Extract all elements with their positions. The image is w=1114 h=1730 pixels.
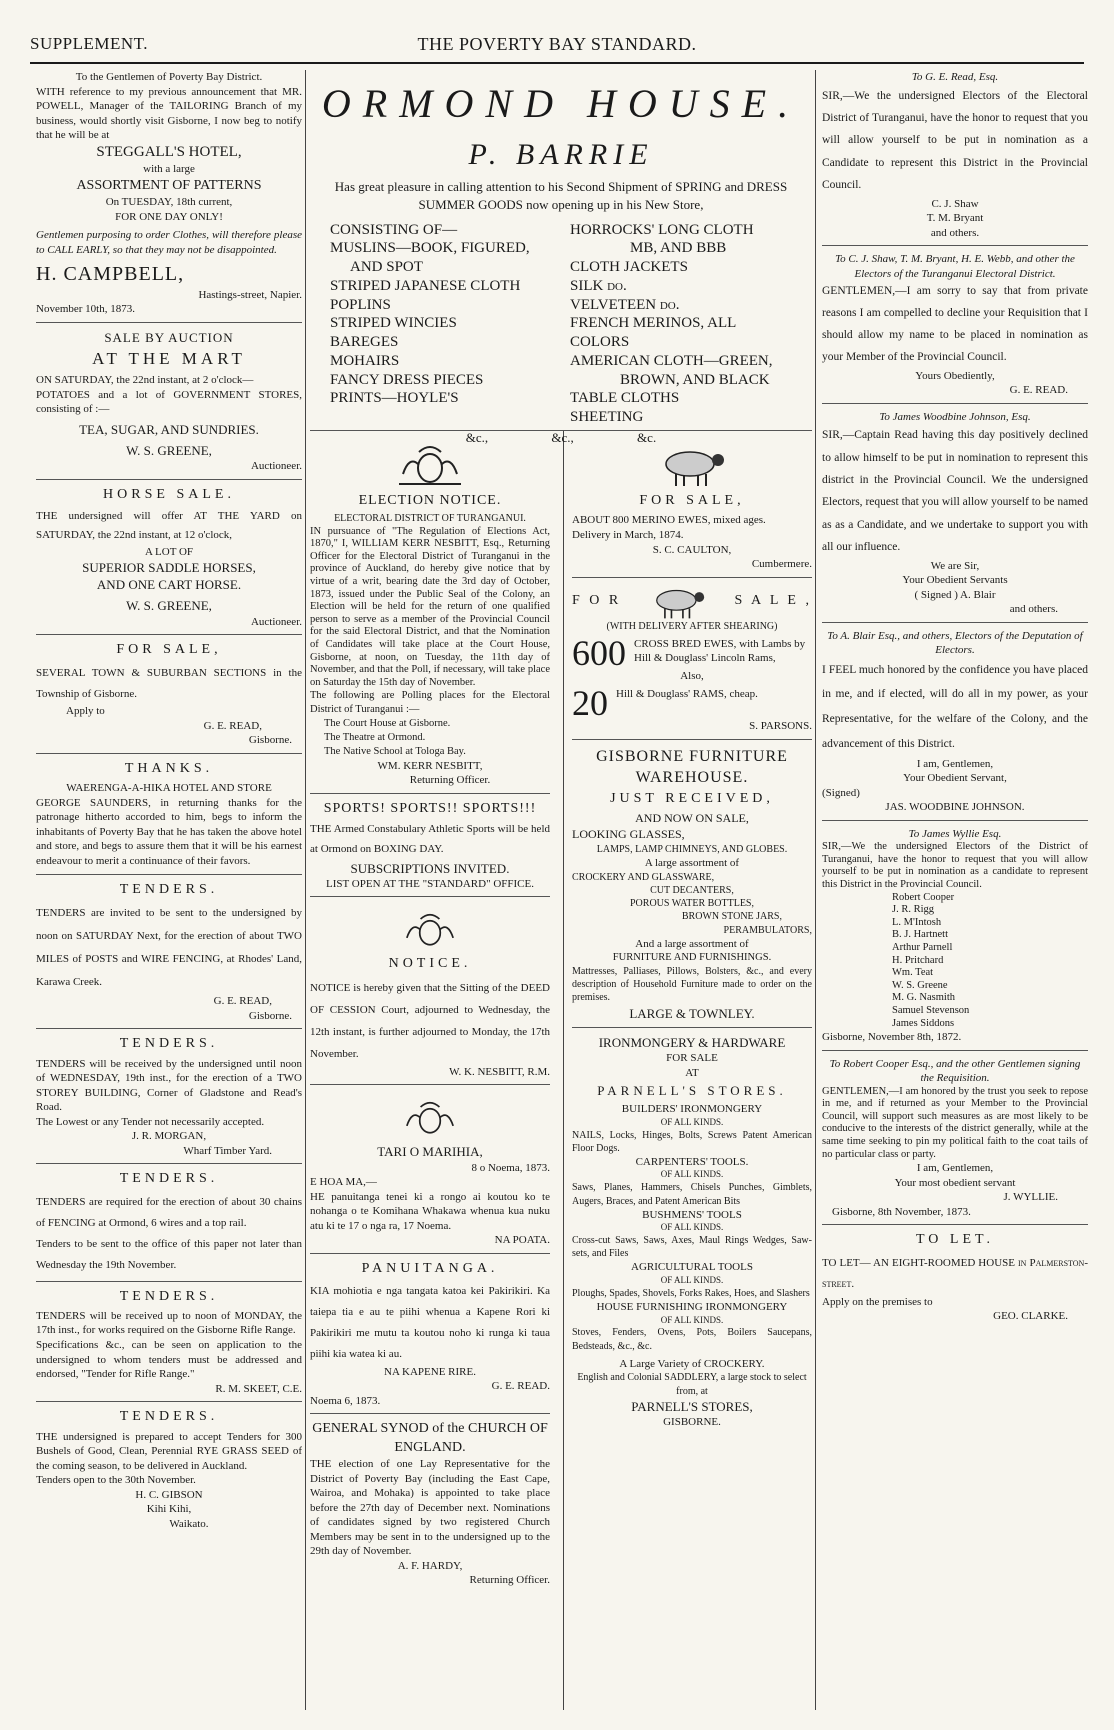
ad-text: I FEEL much honored by the confidence you have placed in me, and if elected, will do all in my power, as your Representative, for the welfare of the Colony, and the advancement of this District. (822, 663, 1088, 750)
ormond-item: FRENCH MERINOS, ALL COLORS (570, 315, 736, 351)
column-divider (305, 70, 306, 1710)
requisition-read (822, 70, 1088, 246)
ormond-item: FANCY DRESS PIECES (330, 371, 484, 388)
royal-arms-icon (400, 911, 460, 951)
ad-text: I am, Gentlemen, (916, 757, 994, 770)
ad-subheading: HOUSE FURNISHING IRONMONGERY (596, 1301, 788, 1314)
ad-heading: To James Woodbine Johnson, Esq. (879, 410, 1031, 423)
ad-text: STEGGALL'S HOTEL, (96, 143, 242, 160)
ad-subheading: AGRICULTURAL TOOLS (631, 1261, 753, 1274)
ad-text: ON SATURDAY, the 22nd instant, at 2 o'clock— (36, 374, 254, 387)
ad-heading: ELECTION NOTICE. (358, 493, 502, 508)
signatory: W. S. Greene (892, 979, 948, 991)
ad-text: OF ALL KINDS. (660, 1116, 724, 1127)
ad-signature: GEO. CLARKE. (993, 1310, 1068, 1323)
ormond-item: MB, AND BBB (630, 240, 727, 257)
ad-signature: R. M. SKEET, C.E. (215, 1382, 302, 1395)
ad-text: I am, Gentlemen, (916, 1162, 994, 1175)
ad-text: Cumbermere. (751, 558, 812, 571)
sheep-icon (643, 584, 713, 620)
ad-signature: LARGE & TOWNLEY. (629, 1005, 755, 1021)
ad-signature: NA POATA. (494, 1234, 550, 1247)
ad-signature: W. K. NESBITT, R.M. (449, 1065, 550, 1078)
ad-signature: S. C. CAULTON, (652, 543, 732, 556)
ormond-item: STRIPED WINCIES (330, 315, 457, 332)
ad-text: FOR ONE DAY ONLY! (115, 210, 223, 223)
ormond-item: BROWN, AND BLACK (620, 371, 770, 388)
ad-signature: G. E. READ. (1009, 384, 1068, 397)
ad-date: Gisborne, November 8th, 1872. (822, 1031, 962, 1044)
ad-text: THE Armed Constabulary Athletic Sports will be held at Ormond on BOXING DAY. (310, 823, 550, 855)
ad-text: Specifications &c., can be seen on application to the undersigned to whom tenders must be addressed and endorsed, "Tender for Rifle Range." (36, 1339, 302, 1381)
ad-text: Yours Obediently, (915, 369, 995, 382)
ormond-right-list (570, 221, 792, 427)
signatory: J. R. Rigg (892, 904, 935, 916)
ad-heading: TARI O MARIHIA, (377, 1144, 483, 1160)
ad-text: And a large assortment of (635, 937, 749, 950)
ormond-intro: Has great pleasure in calling attention to his Second Shipment of SPRING and DRESS SUMMER GOODS now opening up in his New Store, (334, 179, 788, 212)
ad-heading: ELECTORAL DISTRICT OF TURANGANUI. (334, 513, 526, 525)
ad-text: Cross-cut Saws, Saws, Axes, Maul Rings Wedges, Saw-sets, and Files (572, 1235, 812, 1260)
to-let (822, 1231, 1088, 1328)
ad-heading: GENERAL SYNOD of the CHURCH OF ENGLAND. (312, 1421, 548, 1455)
ad-heading: TENDERS. (119, 1409, 219, 1425)
ormond-item: SILK do. (570, 277, 627, 294)
ad-text: with a large (143, 163, 195, 176)
ad-text: and others. (1009, 603, 1058, 616)
ad-signature: T. M. Bryant (926, 212, 984, 225)
ad-text: The following are Polling places for the Electoral District of Turanganui :— (310, 690, 550, 716)
ad-signature: JAS. WOODBINE JOHNSON. (885, 801, 1025, 814)
ad-text: Tenders open to the 30th November. (36, 1474, 196, 1487)
signatory: Samuel Stevenson (892, 1004, 970, 1016)
ad-text: Gentlemen purposing to order Clothes, will therefore please to CALL EARLY, so that they may not be disappointed. (36, 229, 302, 256)
ad-heading: To Robert Cooper Esq., and the other Gentlemen signing the Requisition. (829, 1057, 1081, 1085)
ad-text: LOOKING GLASSES, (572, 827, 685, 842)
advertisement-horse-sale (36, 486, 302, 635)
ormond-item: AND SPOT (350, 259, 423, 276)
ad-heading: To the Gentlemen of Poverty Bay District. (75, 71, 263, 83)
ad-text: THE undersigned will offer AT THE YARD on SATURDAY, the 22nd instant, at 12 o'clock, (36, 510, 302, 541)
ad-heading: SALE BY AUCTION (104, 329, 234, 345)
ormond-item: SHEETING (570, 409, 644, 426)
ad-text: AT (685, 1066, 699, 1079)
advertisement-for-sale (36, 641, 302, 754)
ad-text: and others. (930, 226, 980, 239)
ad-text: Auctioneer. (250, 615, 302, 628)
ormond-item: CONSISTING OF— (330, 221, 458, 238)
ad-text: Wharf Timber Yard. (183, 1144, 272, 1157)
ad-text: Stoves, Fenders, Ovens, Pots, Boilers Saucepans, Bedsteads, &c., &c. (572, 1327, 812, 1352)
ad-signature: A. F. HARDY, (397, 1559, 463, 1572)
ad-text: OF ALL KINDS. (660, 1314, 724, 1325)
ormond-proprietor: P. BARRIE (468, 137, 654, 171)
ad-heading: TENDERS. (119, 1171, 219, 1187)
ad-text: SUBSCRIPTIONS INVITED. (350, 860, 510, 876)
ormond-item: AMERICAN CLOTH—GREEN, (570, 352, 773, 369)
column-2 (310, 70, 812, 1710)
ad-text: PERAMBULATORS, (723, 924, 812, 936)
signatory: M. G. Nasmith (892, 992, 955, 1004)
ad-text: THE undersigned is prepared to accept Tenders for 300 Bushels of Good, Clean, Perennial RYE GRASS SEED of the coming season, to be delivered in Auckland. (36, 1430, 302, 1472)
ormond-item: HORROCKS' LONG CLOTH (570, 221, 754, 238)
ad-text: LIST OPEN AT THE "STANDARD" OFFICE. (326, 877, 534, 890)
ad-text: NOTICE is hereby given that the Sitting of the DEED OF CESSION Court, adjourned to Wednesday, the 12th instant, is further adjourned to Monday, the 17th November. (310, 981, 550, 1060)
ad-subheading: CARPENTERS' TOOLS. (635, 1155, 749, 1168)
masthead-rule (30, 62, 1084, 64)
column-4 (822, 70, 1088, 1710)
ad-heading: TENDERS. (119, 1288, 219, 1304)
ad-text: TENDERS will be received up to noon of MONDAY, the 17th inst., for works required on the Gisborne Rifle Range. (36, 1309, 302, 1337)
ad-date: Gisborne, 8th November, 1873. (832, 1205, 971, 1218)
ormond-house-advertisement (310, 78, 812, 445)
ad-text: TENDERS are invited to be sent to the undersigned by noon on SATURDAY Next, for the erection of about TWO MILES of POSTS and WIRE FENCING, at Rhodes' Land, Karawa Creek. (36, 906, 302, 989)
ad-text: A large assortment of (644, 857, 740, 870)
ad-text: FURNITURE AND FURNISHINGS. (612, 952, 772, 964)
masthead (30, 34, 1084, 56)
ormond-title: ORMOND HOUSE. (321, 81, 801, 126)
ad-text: AND NOW ON SALE, (635, 811, 749, 826)
ad-text: CUT DECANTERS, (650, 884, 734, 896)
column-2-left (310, 430, 550, 1599)
signatory-list (892, 892, 1088, 1031)
ad-heading: FOR SALE, (116, 642, 222, 658)
ad-signature: ( Signed ) A. Blair (914, 588, 996, 601)
ad-text: E HOA MA,— (310, 1176, 377, 1189)
ad-signature: G. E. READ, (203, 719, 262, 732)
ad-text: The Lowest or any Tender not necessarily accepted. (36, 1115, 265, 1128)
ad-text: Returning Officer. (469, 1574, 550, 1587)
ad-text: CROSS BRED EWES, with Lambs by Hill & Douglass' Lincoln Rams, (634, 637, 806, 665)
ad-text: IN pursuance of "The Regulation of Elections Act, 1870," I, WILLIAM KERR NESBITT, Esq., Returning Officer for the Electoral District of Turanganui in the province of Auckland, do hereby give notice that by virtue of a writ, bearing date the 3rd day of October, 1873, issued under the Public Seal of the Colony, an Election will be held for the return of one qualified person to serve as a member of the Provincial Council for the said Electoral District, and that the Nomination of Candidates will take place at the Court House, Gisborne, at noon, on Tuesday, the 11th day of November, and that the Poll, if necessary, will take place on Saturday the 15th day of November. (310, 525, 550, 688)
ad-text: Auctioneer. (250, 460, 302, 473)
ad-text: SEVERAL TOWN & SUBURBAN SECTIONS in the Township of Gisborne. (36, 666, 302, 700)
royal-arms-icon (400, 1099, 460, 1139)
ad-text: SUPERIOR SADDLE HORSES, (82, 560, 256, 576)
ad-heading: THANKS. (124, 760, 214, 776)
ad-date: Noema 6, 1873. (310, 1394, 381, 1407)
ad-text: Ploughs, Spades, Shovels, Forks Rakes, Hoes, and Slashers (572, 1287, 810, 1299)
maori-notice-panuitanga (310, 1260, 550, 1415)
supplement-label: SUPPLEMENT. (30, 34, 149, 53)
ad-signature: NA KAPENE RIRE. (384, 1365, 476, 1378)
ormond-item: BAREGES (330, 334, 399, 351)
ad-text: A LOT OF (144, 545, 194, 558)
ad-date: November 10th, 1873. (36, 303, 135, 316)
ad-text: Apply to (66, 705, 105, 718)
ad-heading: GISBORNE FURNITURE WAREHOUSE. (596, 747, 788, 786)
ad-text: Saws, Planes, Hammers, Chisels Punches, Gimblets, Augers, Braces, and Patent American Bits (572, 1182, 812, 1207)
column-divider (815, 70, 816, 1710)
ad-text: TEA, SUGAR, AND SUNDRIES. (79, 421, 259, 437)
ad-heading: FOR SALE, (639, 493, 745, 508)
ad-signature: PARNELL'S STORES, (631, 1398, 753, 1414)
ad-text: GISBORNE. (663, 1415, 721, 1428)
ad-text: POTATOES and a lot of GOVERNMENT STORES, consisting of :— (36, 388, 302, 416)
ad-heading: PANUITANGA. (361, 1260, 499, 1276)
parnells-stores (572, 1034, 812, 1435)
ad-heading: TENDERS. (119, 881, 219, 897)
ad-text: (WITH DELIVERY AFTER SHEARING) (606, 620, 778, 632)
election-notice (310, 444, 550, 794)
ad-text: Your Obedient Servants (902, 574, 1008, 587)
advertisement-tenders-fencing (36, 881, 302, 1030)
signatory: B. J. Hartnett (892, 929, 948, 941)
ad-heading: AT THE MART (92, 349, 246, 368)
ad-text: Delivery in March, 1874. (572, 528, 684, 541)
ormond-item: PRINTS—HOYLE'S (330, 390, 459, 407)
ad-text: The Court House at Gisborne. (324, 718, 451, 730)
ad-heading: NOTICE. (388, 956, 472, 972)
requisition-johnson (822, 410, 1088, 623)
furniture-warehouse (572, 746, 812, 1028)
ad-text: SIR,—Captain Read having this day positively declined to allow himself to be put in nomination to represent this district in the Provincial Council. We the undersigned Electors, request that you will allow yourself to be named as as a Candidate, and we undertake to support you with all our influence. (822, 429, 1088, 554)
ormond-item: CLOTH JACKETS (570, 259, 688, 276)
reply-johnson (822, 629, 1088, 821)
signatory: H. Pritchard (892, 954, 944, 966)
reply-read (822, 252, 1088, 403)
ad-text: ASSORTMENT OF PATTERNS (76, 177, 262, 193)
ormond-item: MUSLINS—BOOK, FIGURED, (330, 240, 530, 257)
ad-text: KIA mohiotia e nga tangata katoa kei Pakirikiri. Ka taiepa tia e au te piihi whenua a Kapene Rori ki Pakirikiri me mutu ta koutou noho ki runga ki taua piihi kia watea ki au. (310, 1285, 550, 1360)
ad-text: HE panuitanga tenei ki a rongo ai koutou ko te nohanga o te Komihana Whakawa whenua kua nuku atu ki te 17 o nga ra, 17 Noema. (310, 1190, 550, 1232)
column-1 (36, 70, 302, 1710)
ad-heading: To James Wyllie Esq. (908, 827, 1002, 840)
ad-text: LAMPS, LAMP CHIMNEYS, AND GLOBES. (596, 844, 788, 856)
ad-text: OF ALL KINDS. (660, 1274, 724, 1285)
advertisement-tenders-rifle-range (36, 1288, 302, 1403)
ad-signature: S. PARSONS. (749, 720, 812, 733)
ad-heading: S A L E , (734, 593, 812, 609)
deed-of-cession-notice (310, 911, 550, 1085)
royal-arms-icon (395, 444, 465, 488)
ad-text: Kihi Kihi, (146, 1503, 192, 1516)
ad-text: TENDERS are required for the erection of about 30 chains of FENCING at Ormond, 6 wires and a top rail. (36, 1195, 302, 1229)
ad-text: Gisborne. (248, 1009, 292, 1022)
ormond-item: MOHAIRS (330, 352, 400, 369)
ad-text: TO LET— AN EIGHT-ROOMED HOUSE in Palmerston-street. (822, 1256, 1088, 1290)
maori-notice-marihia (310, 1099, 550, 1253)
ad-text: G. E. READ. (491, 1380, 550, 1393)
ad-text: FOR SALE (666, 1051, 718, 1064)
ad-signature: J. R. MORGAN, (131, 1130, 207, 1143)
ad-text: Your most obedient servant (894, 1176, 1016, 1189)
quantity-number: 20 (572, 687, 608, 720)
ad-text: ABOUT 800 MERINO EWES, mixed ages. (572, 514, 766, 527)
sports-notice (310, 800, 550, 898)
ad-signature: WM. KERR NESBITT, (377, 759, 483, 772)
ad-text: WITH reference to my previous announcement that MR. POWELL, Manager of the TAILORING Branch of my business, would shortly visit Gisborne, I now beg to notify that he will be at (36, 85, 302, 142)
ad-text: Tenders to be sent to the office of this paper not later than Wednesday the 19th November. (36, 1237, 302, 1271)
ad-text: The Theatre at Ormond. (324, 731, 426, 743)
ad-heading: TENDERS. (119, 1036, 219, 1052)
ad-heading: HORSE SALE. (103, 486, 235, 502)
ad-heading: To C. J. Shaw, T. M. Bryant, H. E. Webb, and other the Electors of the Turanganui Electoral District. (835, 253, 1075, 280)
ad-date: 8 o Noema, 1873. (471, 1161, 550, 1174)
signatory: Robert Cooper (892, 891, 955, 903)
ormond-item: STRIPED JAPANESE CLOTH (330, 277, 521, 294)
ad-text: Hill & Douglass' RAMS, cheap. (616, 688, 758, 701)
ad-text: Waikato. (169, 1517, 209, 1530)
ad-text: Also, (680, 669, 704, 682)
ad-text: OF ALL KINDS. (660, 1222, 724, 1233)
ad-signature: W. S. GREENE, (126, 598, 212, 614)
ad-heading: F O R (572, 593, 622, 609)
ad-text: SIR,—We the undersigned Electors of the Electoral District of Turanganui, have the honor to request that you will allow yourself to be put in nomination as a Candidate to represent this District in the Provincial Council. (822, 89, 1088, 192)
ad-heading: To G. E. Read, Esq. (911, 71, 999, 83)
reply-wyllie (822, 1057, 1088, 1226)
advertisement-tenders-building (36, 1035, 302, 1164)
ad-heading: JUST RECEIVED, (610, 790, 774, 806)
ad-heading: PARNELL'S STORES. (597, 1083, 787, 1099)
ad-text: The Native School at Tologa Bay. (324, 745, 466, 757)
ad-signature: C. J. Shaw (931, 197, 979, 210)
advertisement-auction (36, 329, 302, 480)
ad-text: (Signed) (822, 786, 860, 799)
ad-text: CROCKERY AND GLASSWARE, (572, 871, 715, 883)
ormond-item: POPLINS (330, 296, 391, 313)
ad-text: Returning Officer. (409, 774, 491, 787)
ad-signature: J. WYLLIE. (1003, 1191, 1058, 1204)
merino-ewes-sale (572, 444, 812, 578)
ad-text: Hastings-street, Napier. (198, 288, 302, 301)
ad-text: Gisborne. (248, 734, 292, 747)
ad-signature: W. S. GREENE, (126, 443, 212, 459)
requisition-wyllie (822, 827, 1088, 1051)
ad-heading: WAERENGA-A-HIKA HOTEL AND STORE (66, 782, 272, 795)
advertisement-tenders-ormond (36, 1170, 302, 1281)
signatory: James Siddons (892, 1017, 955, 1029)
ad-heading: TO LET. (915, 1232, 995, 1248)
sheep-icon (652, 444, 732, 488)
advertisement-thanks (36, 760, 302, 875)
ormond-item: TABLE CLOTHS (570, 390, 680, 407)
signatory: Wm. Teat (892, 967, 934, 979)
quantity-number: 600 (572, 636, 626, 669)
ad-text: Your Obedient Servant, (903, 772, 1007, 785)
ad-text: OF ALL KINDS. (660, 1169, 724, 1180)
ormond-etc: &c., &c., &c. (465, 429, 657, 445)
ad-signature: H. C. GIBSON (135, 1488, 203, 1501)
ormond-left-list (330, 221, 552, 427)
ad-text: SIR,—We the undersigned Electors of the District of Turanganui, have the honor to request that you will allow yourself to be put in nomination as a candidate to represent this District in the Provincial Council. (822, 841, 1088, 890)
ad-text: AND ONE CART HORSE. (96, 577, 242, 593)
ad-heading: To A. Blair Esq., and others, Electors of the Deputation of Electors. (827, 629, 1083, 657)
ad-text: BROWN STONE JARS, (681, 911, 782, 923)
ad-heading: SPORTS! SPORTS!! SPORTS!!! (323, 800, 537, 816)
ad-text: Mattresses, Palliases, Pillows, Bolsters, &c., and every description of Household Furniture made to order on the premises. (572, 966, 812, 1004)
ad-text: POROUS WATER BOTTLES, (630, 898, 754, 910)
synod-notice (310, 1420, 550, 1593)
signatory: Arthur Parnell (892, 941, 953, 953)
ad-text: TENDERS will be received by the undersigned until noon of WEDNESDAY, 19th inst., for the erection of a TWO STOREY BUILDING, Corner of Gladstone and Read's Road. (36, 1057, 302, 1114)
advertisement-campbell (36, 70, 302, 323)
ad-text: GENTLEMEN,—I am honored by the trust you seek to repose in me, and if returned as your Member to the Provincial Council, will support such measures as are most likely to be conducive to the interests of the district generally, while at the same time seeking to pin my political faith to the coat tails of no particular class or party. (822, 1085, 1088, 1160)
cross-bred-ewes-sale (572, 584, 812, 740)
newspaper-title: THE POVERTY BAY STANDARD. (417, 34, 697, 54)
ad-text: We are Sir, (930, 559, 980, 572)
ad-subheading: BUILDERS' IRONMONGERY (621, 1103, 763, 1116)
ormond-item-lists (310, 221, 812, 427)
advertisement-tenders-seed (36, 1408, 302, 1536)
ad-text: Apply on the premises to (822, 1295, 933, 1308)
ad-text: GENTLEMEN,—I am sorry to say that from private reasons I am compelled to decline your Requisition that I should allow my name to be placed in nomination as your Member of the Provincial Council. (822, 285, 1088, 363)
ad-heading: IRONMONGERY & HARDWARE (598, 1034, 786, 1050)
ad-text: On TUESDAY, 18th current, (105, 196, 233, 209)
ad-signature: H. CAMPBELL, (36, 263, 185, 286)
ad-text: English and Colonial SADDLERY, a large stock to select from, at (577, 1372, 807, 1397)
ad-text: A Large Variety of CROCKERY. (619, 1357, 765, 1370)
ormond-item: VELVETEEN do. (570, 296, 680, 313)
column-3 (572, 430, 812, 1440)
ad-heading-row (572, 584, 812, 620)
signatory: L. M'Intosh (892, 916, 942, 928)
ad-signature: G. E. READ, (213, 995, 272, 1008)
ad-text: THE election of one Lay Representative for the District of Poverty Bay (including the East Cape, Wairoa, and Mohaka) is appointed to take place before the 27th day of December next. Nominations of candidates signed by two registered Church Members may be sent in to the undersigned up to the 29th day of November. (310, 1458, 550, 1558)
ad-text: GEORGE SAUNDERS, in returning thanks for the patronage hitherto accorded to him, begs to inform the inhabitants of Poverty Bay that he has taken the above hotel and store, and begs to assure them that it will be his earnest endeavour to merit a continuance of their favors. (36, 796, 302, 867)
ad-subheading: BUSHMENS' TOOLS (642, 1208, 742, 1221)
ad-text: NAILS, Locks, Hinges, Bolts, Screws Patent American Floor Dogs. (572, 1129, 812, 1154)
